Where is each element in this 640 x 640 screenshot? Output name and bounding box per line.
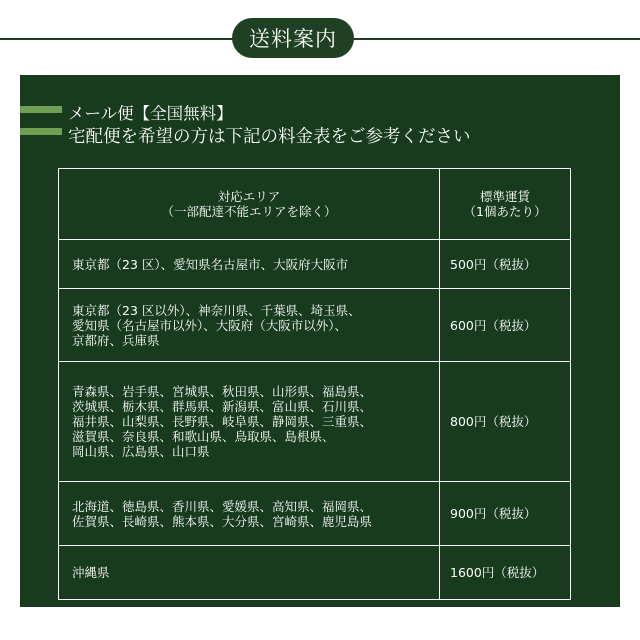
fee-header-note: （1個あたり）: [463, 204, 547, 219]
area-text: 青森県、岩手県、宮城県、秋田県、山形県、福島県、: [72, 384, 373, 399]
table-row: [59, 289, 571, 362]
area-cell: [59, 289, 440, 362]
shipping-info-panel: [20, 75, 620, 607]
price-cell: 500円（税抜）: [440, 240, 571, 289]
price-cell: 900円（税抜）: [440, 482, 571, 546]
table-row: [59, 546, 571, 600]
area-text: 福井県、山梨県、長野県、岐阜県、静岡県、三重県、: [72, 414, 373, 429]
header-rule-left: [0, 38, 240, 40]
table-row: [59, 240, 571, 289]
area-text: 佐賀県、長崎県、熊本県、大分県、宮崎県、鹿児島県: [72, 513, 373, 529]
area-header-note: （一部配達不能エリアを除く）: [161, 204, 337, 219]
price-cell: 800円（税抜）: [440, 362, 571, 482]
fee-header-title: 標準運賃: [479, 189, 530, 204]
area-column-header: [59, 169, 440, 240]
area-text: 京都府、兵庫県: [72, 332, 160, 348]
area-text: 岡山県、広島県、山口県: [72, 444, 210, 459]
table-row: [59, 362, 571, 482]
area-header-title: 対応エリア: [217, 189, 281, 204]
area-cell: [59, 362, 440, 482]
price-cell: 1600円（税抜）: [440, 546, 571, 600]
area-text: 北海道、徳島県、香川県、愛媛県、高知県、福岡県、: [72, 498, 373, 514]
fee-column-header: [440, 169, 571, 240]
area-cell: [59, 482, 440, 546]
page-title: 送料案内: [232, 18, 354, 58]
area-text: 東京都（23 区以外）、神奈川県、千葉県、埼玉県、: [72, 302, 361, 318]
table-header-row: [59, 169, 571, 240]
area-text: 東京都（23 区）、愛知県名古屋市、大阪府大阪市: [72, 256, 349, 272]
price-cell: 600円（税抜）: [440, 289, 571, 362]
table-row: [59, 482, 571, 546]
area-text: 愛知県（名古屋市以外）、大阪府（大阪市以外）、: [72, 317, 348, 333]
shipping-rate-table: [58, 168, 571, 600]
area-text: 茨城県、栃木県、群馬県、新潟県、富山県、石川県、: [72, 399, 373, 414]
mail-service-note: メール便【全国無料】: [68, 104, 233, 123]
area-text: 沖縄県: [72, 565, 110, 580]
header-rule-right: [352, 38, 640, 40]
delivery-service-note: 宅配便を希望の方は下記の料金表をご参考ください: [68, 127, 471, 147]
area-cell: [59, 546, 440, 600]
area-cell: [59, 240, 440, 289]
stripe-bar-icon: [20, 106, 62, 113]
area-text: 滋賀県、奈良県、和歌山県、鳥取県、島根県、: [72, 429, 335, 444]
stripe-bar-icon: [20, 128, 62, 135]
